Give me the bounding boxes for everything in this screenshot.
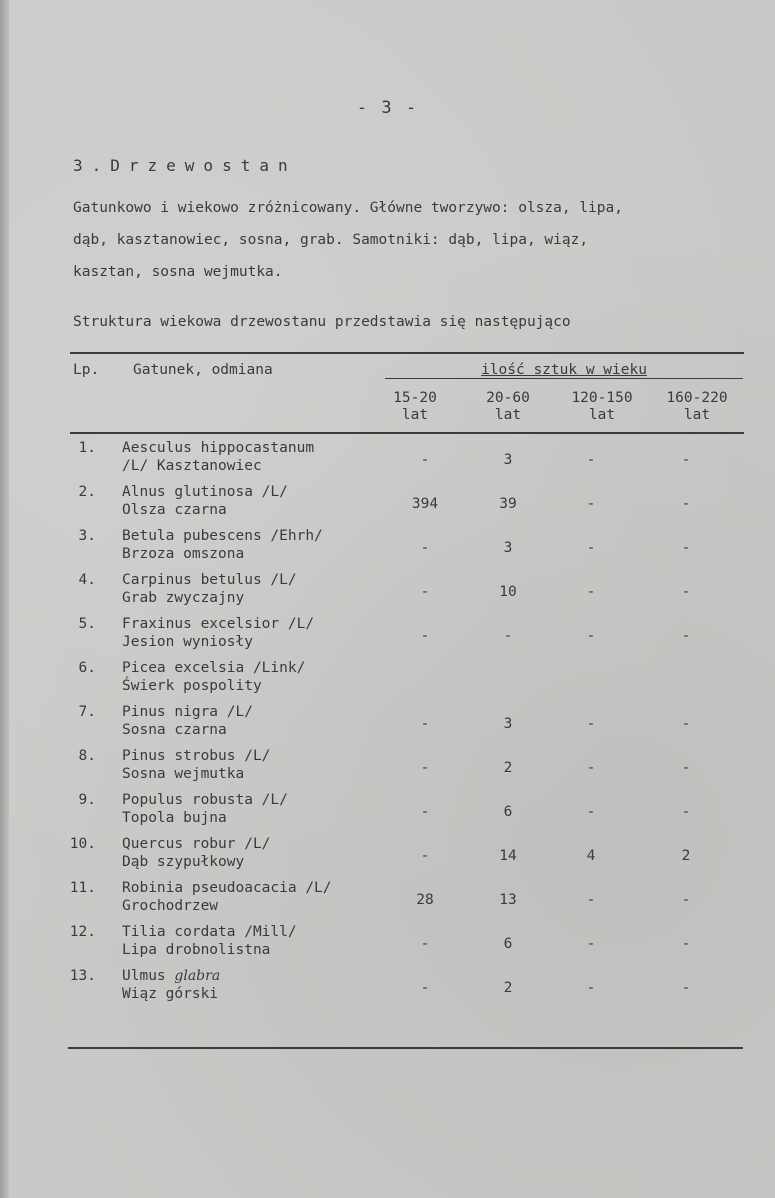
species-latin: Aesculus hippocastanum bbox=[122, 440, 315, 456]
value-120-150: - bbox=[586, 452, 596, 468]
species-polish: Sosna czarna bbox=[122, 722, 227, 738]
table-row bbox=[0, 834, 775, 878]
value-160-220: 2 bbox=[681, 848, 691, 864]
value-160-220: - bbox=[681, 628, 691, 644]
value-120-150: 4 bbox=[586, 848, 596, 864]
table-row bbox=[0, 966, 775, 1010]
value-15-20: - bbox=[420, 936, 430, 952]
table-row bbox=[0, 482, 775, 526]
latin-handwritten: glabra bbox=[174, 968, 221, 984]
row-number: 3. bbox=[78, 528, 96, 544]
header-age-group: ilość sztuk w wieku bbox=[481, 362, 647, 378]
paragraph-line: dąb, kasztanowiec, sosna, grab. Samotniki: dąb, lipa, wiąz, bbox=[73, 232, 589, 248]
value-15-20: - bbox=[420, 452, 430, 468]
species-polish: Grab zwyczajny bbox=[122, 590, 245, 606]
latin-typed: Ulmus bbox=[122, 968, 175, 984]
section-title: 3.Drzewostan bbox=[73, 156, 297, 175]
row-number: 8. bbox=[78, 748, 96, 764]
value-120-150: - bbox=[586, 892, 596, 908]
age-unit: lat bbox=[494, 407, 522, 423]
species-latin: Pinus nigra /L/ bbox=[122, 704, 253, 720]
value-20-60: 13 bbox=[499, 892, 517, 908]
table-row bbox=[0, 746, 775, 790]
species-polish: Grochodrzew bbox=[122, 898, 219, 914]
value-160-220: - bbox=[681, 496, 691, 512]
row-number: 4. bbox=[78, 572, 96, 588]
value-20-60: 3 bbox=[503, 716, 513, 732]
age-unit: lat bbox=[683, 407, 711, 423]
species-polish: Lipa drobnolistna bbox=[122, 942, 271, 958]
table-intro: Struktura wiekowa drzewostanu przedstawia się następująco bbox=[73, 314, 571, 330]
value-120-150: - bbox=[586, 716, 596, 732]
paragraph-line: Gatunkowo i wiekowo zróżnicowany. Główne tworzywo: olsza, lipa, bbox=[73, 200, 623, 216]
value-20-60: 3 bbox=[503, 452, 513, 468]
value-15-20: - bbox=[420, 760, 430, 776]
value-15-20: - bbox=[420, 540, 430, 556]
species-polish: Świerk pospolity bbox=[122, 678, 262, 694]
age-unit: lat bbox=[401, 407, 429, 423]
value-15-20: 394 bbox=[411, 496, 439, 512]
species-polish: Sosna wejmutka bbox=[122, 766, 245, 782]
species-polish: Topola bujna bbox=[122, 810, 227, 826]
value-160-220: - bbox=[681, 540, 691, 556]
value-20-60: 2 bbox=[503, 980, 513, 996]
value-120-150: - bbox=[586, 980, 596, 996]
value-15-20: - bbox=[420, 980, 430, 996]
age-column-header bbox=[557, 390, 647, 424]
species-latin: Populus robusta /L/ bbox=[122, 792, 288, 808]
value-160-220: - bbox=[681, 452, 691, 468]
age-column-header bbox=[652, 390, 742, 424]
row-number: 6. bbox=[78, 660, 96, 676]
table-bottom-rule bbox=[68, 1047, 743, 1049]
row-number: 5. bbox=[78, 616, 96, 632]
value-120-150: - bbox=[586, 628, 596, 644]
species-latin: Robinia pseudoacacia /L/ bbox=[122, 880, 332, 896]
table-row bbox=[0, 570, 775, 614]
value-160-220: - bbox=[681, 584, 691, 600]
row-number: 7. bbox=[78, 704, 96, 720]
value-120-150: - bbox=[586, 936, 596, 952]
row-number: 11. bbox=[69, 880, 96, 896]
age-range: 20-60 bbox=[486, 390, 530, 406]
value-15-20: - bbox=[420, 848, 430, 864]
species-polish: /L/ Kasztanowiec bbox=[122, 458, 262, 474]
header-bottom-rule bbox=[70, 432, 744, 434]
species-latin: Fraxinus excelsior /L/ bbox=[122, 616, 315, 632]
value-15-20: - bbox=[420, 628, 430, 644]
row-number: 10. bbox=[69, 836, 96, 852]
value-20-60: 39 bbox=[499, 496, 517, 512]
value-15-20: - bbox=[420, 584, 430, 600]
table-row bbox=[0, 526, 775, 570]
table-top-rule bbox=[70, 352, 744, 354]
value-120-150: - bbox=[586, 804, 596, 820]
table-row bbox=[0, 438, 775, 482]
table-row bbox=[0, 922, 775, 966]
value-15-20: 28 bbox=[416, 892, 434, 908]
age-unit: lat bbox=[588, 407, 616, 423]
value-20-60: 10 bbox=[499, 584, 517, 600]
value-120-150: - bbox=[586, 760, 596, 776]
paragraph-line: kasztan, sosna wejmutka. bbox=[73, 264, 283, 280]
table-row bbox=[0, 658, 775, 702]
species-latin: Quercus robur /L/ bbox=[122, 836, 271, 852]
species-polish: Dąb szypułkowy bbox=[122, 854, 245, 870]
table-row bbox=[0, 790, 775, 834]
value-160-220: - bbox=[681, 936, 691, 952]
species-latin: Picea excelsia /Link/ bbox=[122, 660, 306, 676]
species-polish: Jesion wyniosły bbox=[122, 634, 253, 650]
age-range: 15-20 bbox=[393, 390, 437, 406]
value-160-220: - bbox=[681, 980, 691, 996]
page-number: - 3 - bbox=[356, 98, 419, 118]
species-polish: Olsza czarna bbox=[122, 502, 227, 518]
table-row bbox=[0, 702, 775, 746]
row-number: 1. bbox=[78, 440, 96, 456]
value-20-60: 6 bbox=[503, 804, 513, 820]
value-20-60: - bbox=[503, 628, 513, 644]
species-latin: Carpinus betulus /L/ bbox=[122, 572, 297, 588]
row-number: 2. bbox=[78, 484, 96, 500]
value-120-150: - bbox=[586, 496, 596, 512]
species-latin: Betula pubescens /Ehrh/ bbox=[122, 528, 323, 544]
age-column-header bbox=[463, 390, 553, 424]
value-160-220: - bbox=[681, 716, 691, 732]
species-latin bbox=[122, 968, 220, 984]
age-group-rule bbox=[385, 378, 743, 379]
species-latin: Alnus glutinosa /L/ bbox=[122, 484, 288, 500]
age-range: 160-220 bbox=[666, 390, 728, 406]
value-160-220: - bbox=[681, 760, 691, 776]
value-15-20: - bbox=[420, 716, 430, 732]
value-160-220: - bbox=[681, 892, 691, 908]
table-row bbox=[0, 878, 775, 922]
description-paragraph bbox=[73, 192, 753, 288]
species-latin: Tilia cordata /Mill/ bbox=[122, 924, 297, 940]
species-latin: Pinus strobus /L/ bbox=[122, 748, 271, 764]
age-range: 120-150 bbox=[571, 390, 633, 406]
value-20-60: 2 bbox=[503, 760, 513, 776]
value-20-60: 6 bbox=[503, 936, 513, 952]
value-20-60: 14 bbox=[499, 848, 517, 864]
row-number: 12. bbox=[69, 924, 96, 940]
species-polish: Brzoza omszona bbox=[122, 546, 245, 562]
row-number: 9. bbox=[78, 792, 96, 808]
header-lp: Lp. bbox=[73, 362, 100, 378]
value-120-150: - bbox=[586, 584, 596, 600]
row-number: 13. bbox=[69, 968, 96, 984]
age-column-header bbox=[370, 390, 460, 424]
value-160-220: - bbox=[681, 804, 691, 820]
species-polish: Wiąz górski bbox=[122, 986, 219, 1002]
table-row bbox=[0, 614, 775, 658]
value-20-60: 3 bbox=[503, 540, 513, 556]
value-120-150: - bbox=[586, 540, 596, 556]
header-species: Gatunek, odmiana bbox=[133, 362, 273, 378]
value-15-20: - bbox=[420, 804, 430, 820]
